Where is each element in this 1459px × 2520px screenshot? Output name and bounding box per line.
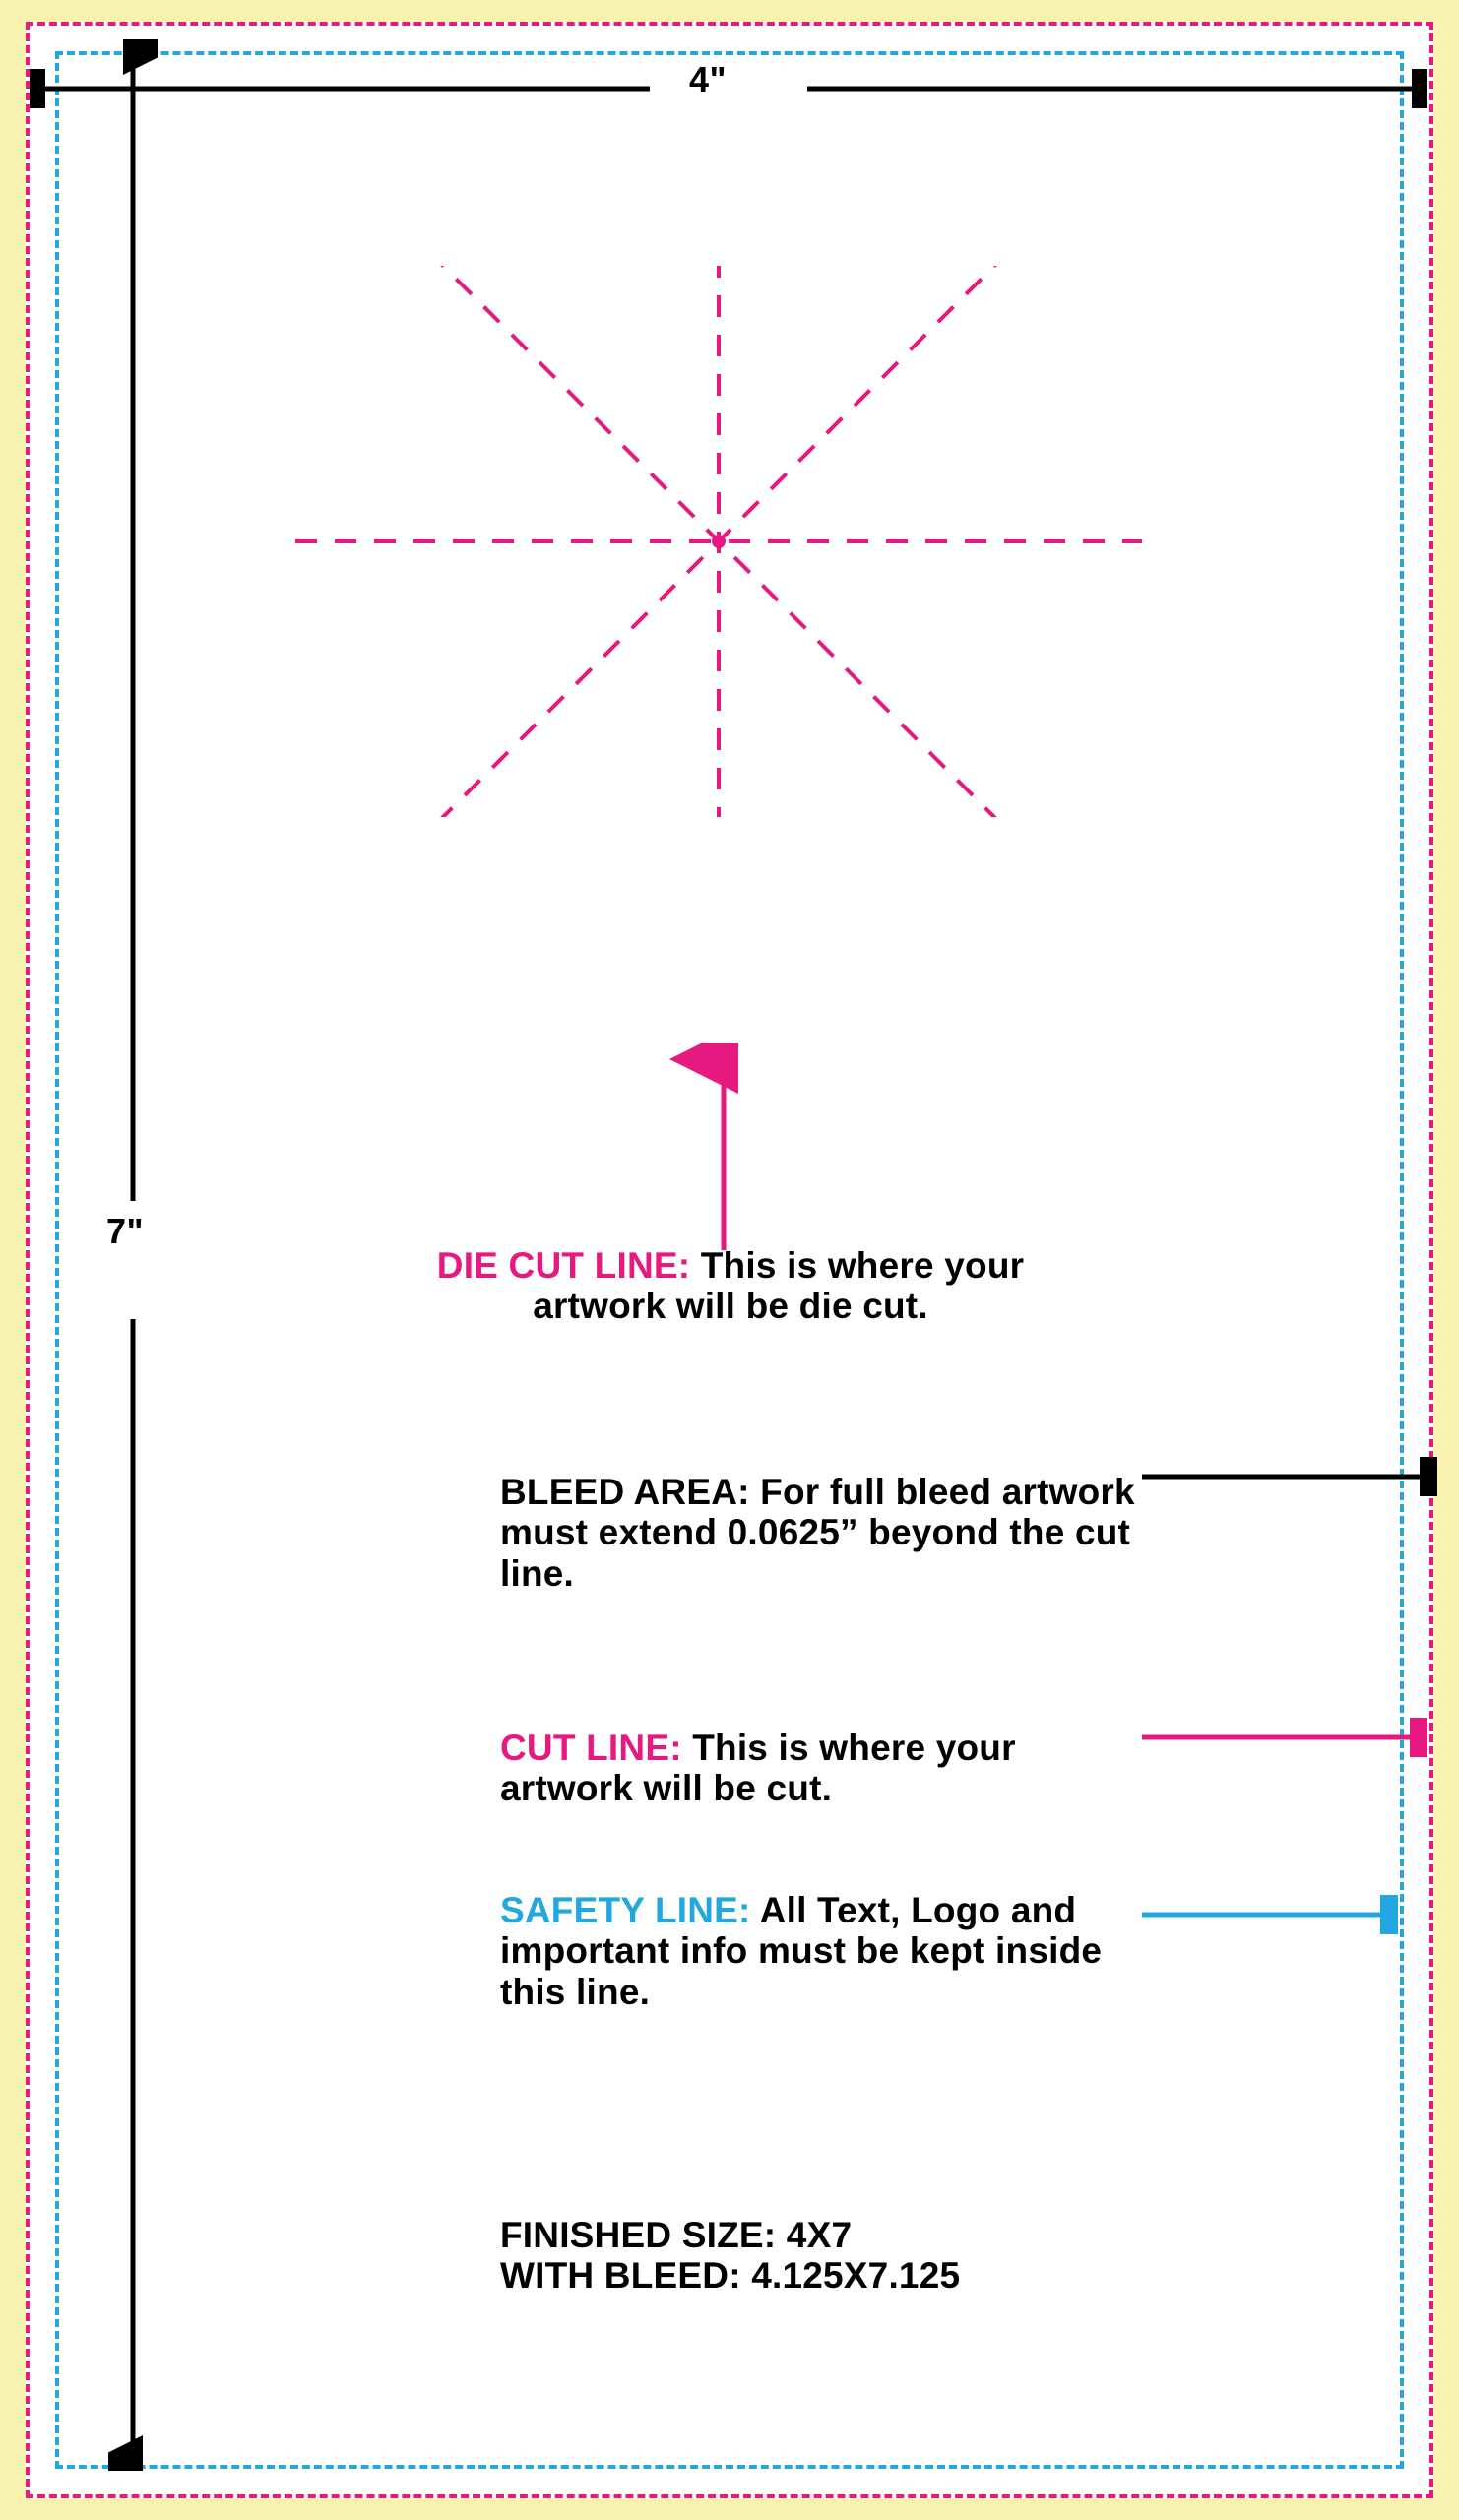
height-dimension-arrow [108,39,158,2471]
callout-cut [500,1728,1150,1809]
callout-safety [500,1890,1150,2012]
height-label: 7" [106,1211,145,1251]
callout-die-cut-body: This is where your artwork will be die cut. [533,1245,1025,1327]
with-bleed-size-label: WITH BLEED: 4.125X7.125 [500,2255,961,2297]
callout-die-cut [386,1245,1075,1327]
callout-safety-body: All Text, Logo and important info must be kept inside this line. [500,1890,1103,2012]
callout-bleed-body: For full bleed artwork must extend 0.0625” beyond the cut line. [500,1472,1135,1594]
callout-cut-keyword: CUT LINE: [500,1728,682,1768]
size-summary [500,2215,1189,2297]
width-dimension-arrow [30,69,1427,108]
width-label: 4" [689,59,728,99]
callout-cut-body: This is where your artwork will be cut. [500,1728,1016,1809]
callout-safety-keyword: SAFETY LINE: [500,1890,751,1930]
callout-bleed [500,1472,1150,1594]
callout-die-cut-keyword: DIE CUT LINE: [436,1245,691,1286]
finished-size-label: FINISHED SIZE: 4X7 [500,2215,853,2255]
callout-bleed-keyword: BLEED AREA: [500,1472,750,1512]
